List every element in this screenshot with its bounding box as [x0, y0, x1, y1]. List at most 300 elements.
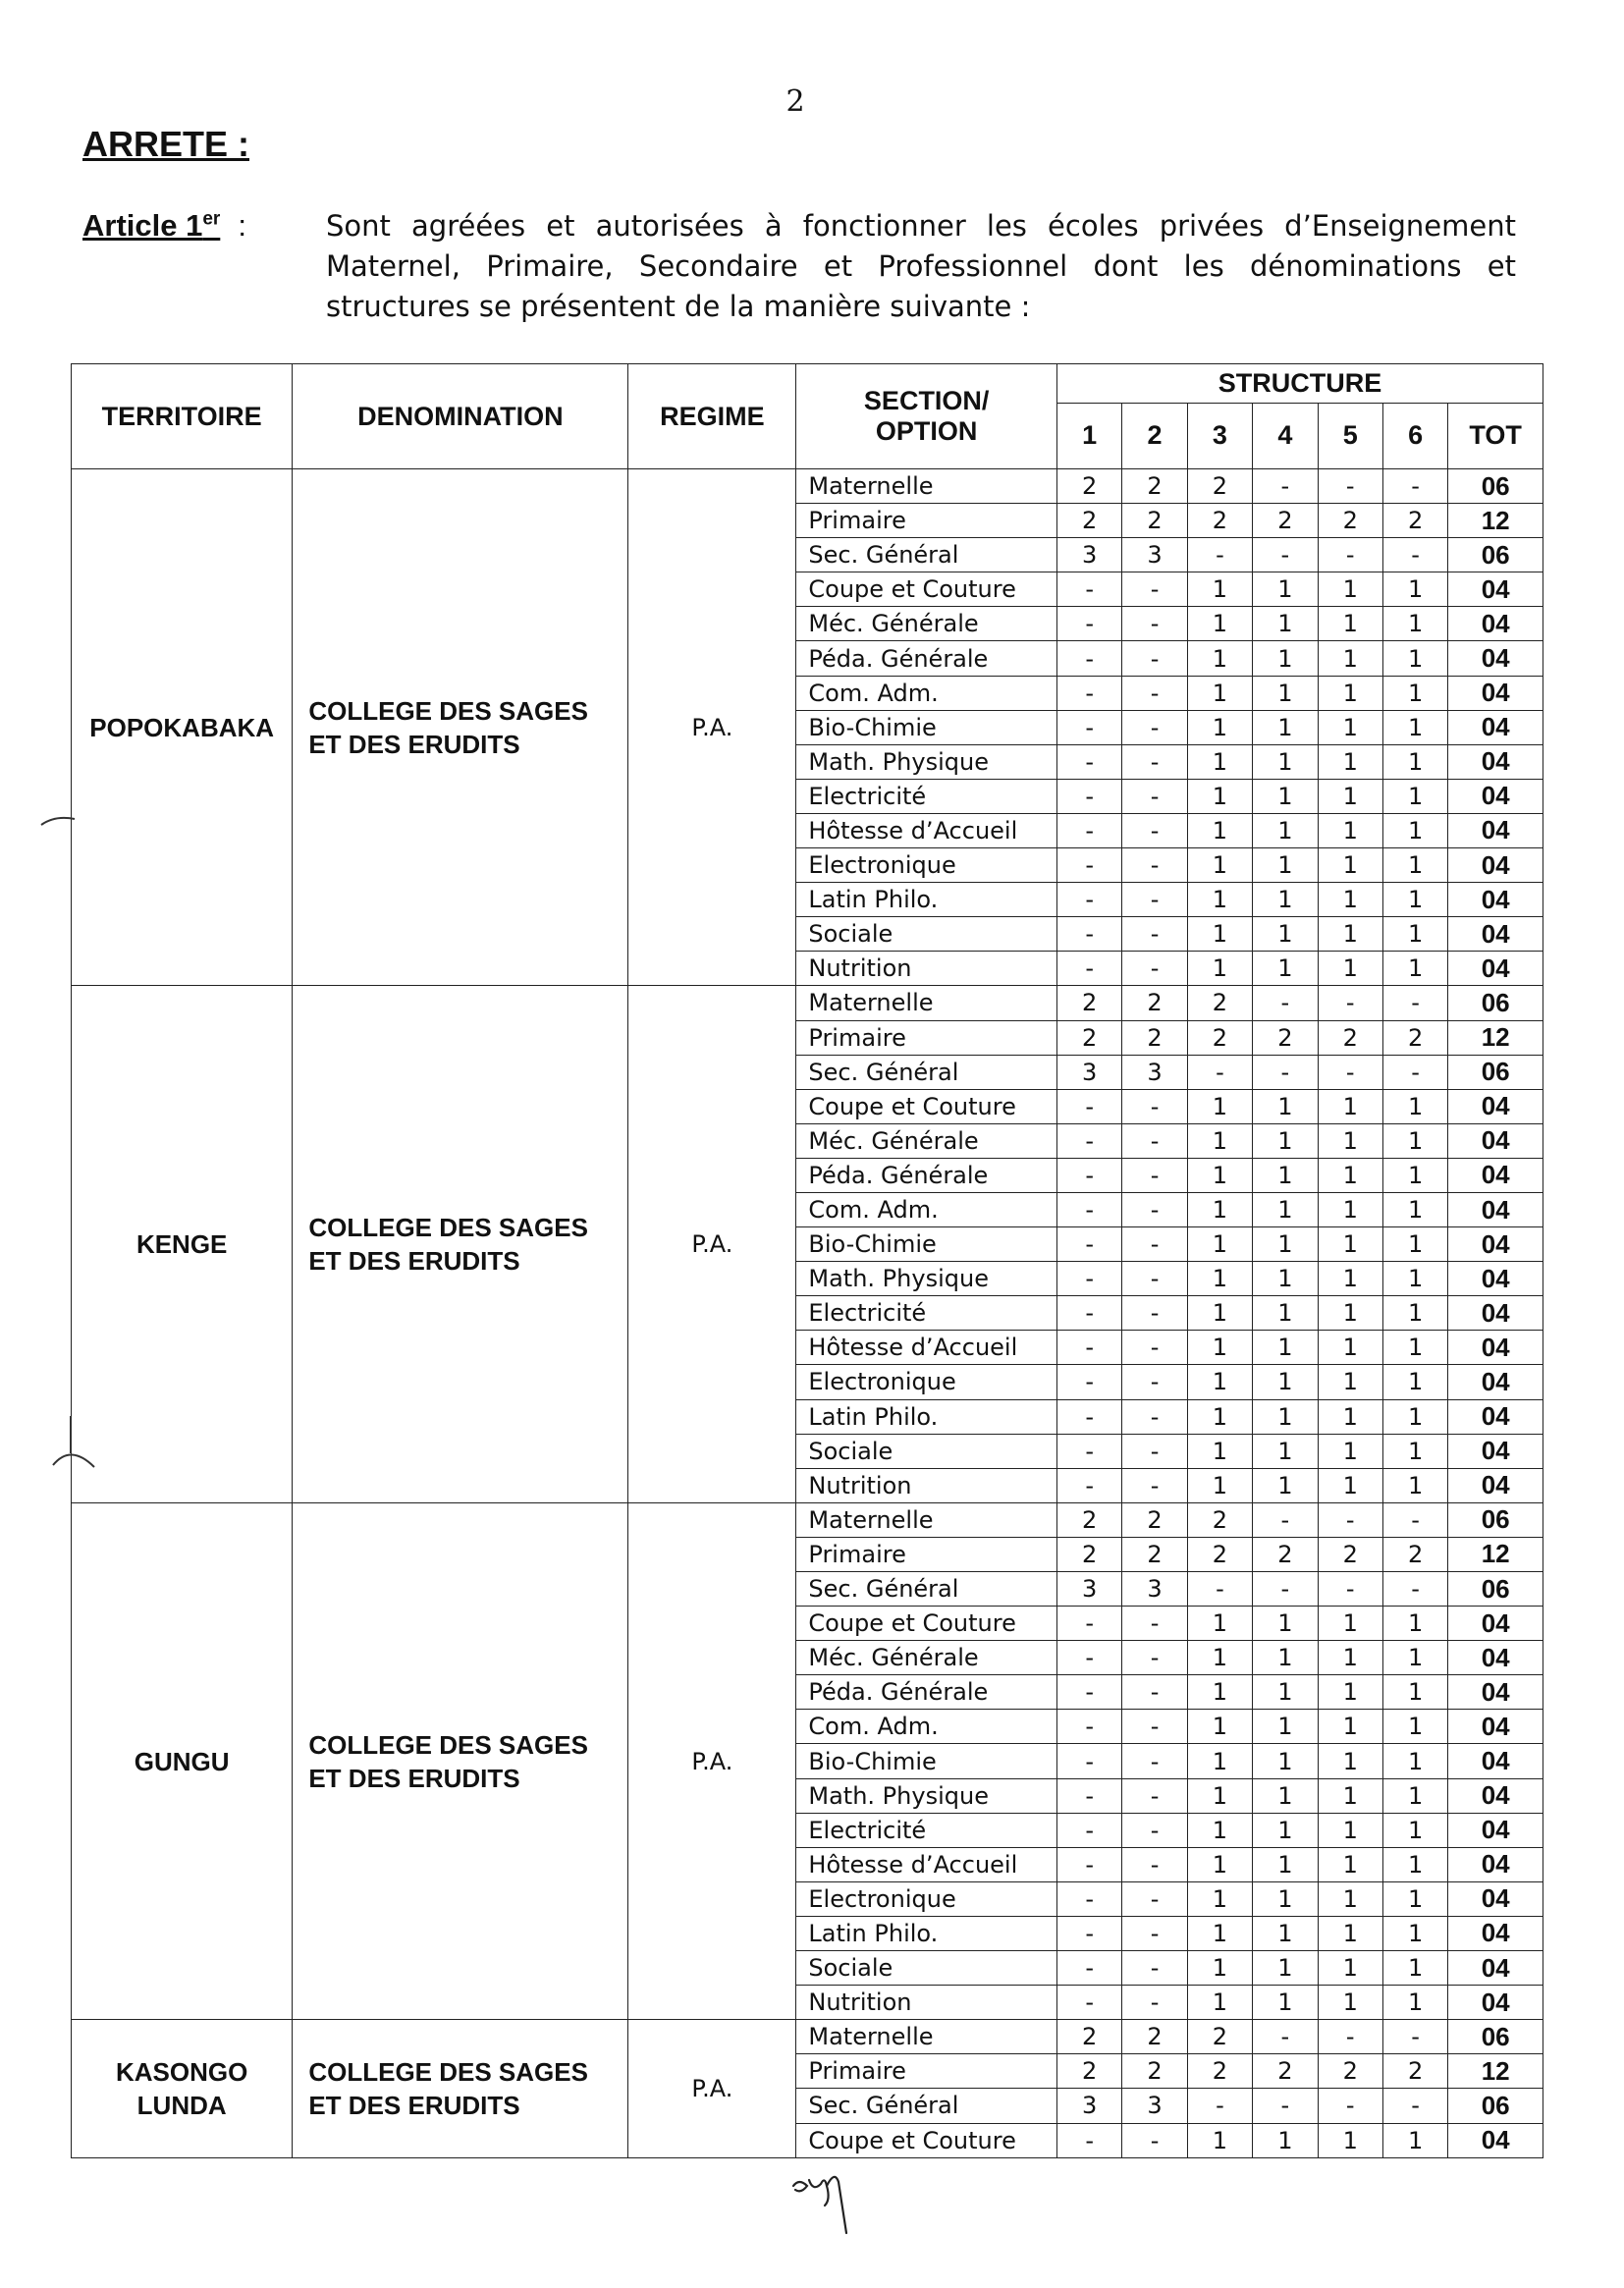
structure-value-cell: -	[1382, 2089, 1447, 2123]
structure-value-cell: 1	[1318, 1331, 1382, 1365]
structure-value-cell: 2	[1056, 986, 1121, 1020]
structure-value-cell: 2	[1122, 469, 1187, 504]
structure-value-cell: 1	[1318, 676, 1382, 710]
structure-value-cell: 1	[1253, 1986, 1318, 2020]
option-cell: Maternelle	[796, 1502, 1057, 1537]
structure-value-cell: 1	[1382, 2123, 1447, 2157]
structure-value-cell: 1	[1187, 1262, 1252, 1296]
total-cell: 06	[1448, 2020, 1543, 2054]
structure-value-cell: 1	[1318, 1192, 1382, 1226]
structure-value-cell: -	[1318, 986, 1382, 1020]
total-cell: 04	[1448, 1331, 1543, 1365]
option-cell: Sec. Général	[796, 2089, 1057, 2123]
structure-value-cell: -	[1122, 1089, 1187, 1123]
structure-value-cell: -	[1122, 1399, 1187, 1434]
structure-value-cell: -	[1056, 1813, 1121, 1847]
structure-value-cell: 1	[1318, 1881, 1382, 1916]
total-cell: 04	[1448, 1778, 1543, 1813]
structure-value-cell: -	[1122, 1881, 1187, 1916]
structure-value-cell: -	[1056, 883, 1121, 917]
structure-value-cell: 1	[1187, 1158, 1252, 1192]
structure-value-cell: 2	[1122, 2020, 1187, 2054]
structure-value-cell: 1	[1253, 1951, 1318, 1986]
total-cell: 12	[1448, 1537, 1543, 1571]
structure-value-cell: 1	[1382, 1158, 1447, 1192]
structure-value-cell: -	[1318, 538, 1382, 572]
total-cell: 04	[1448, 2123, 1543, 2157]
structure-value-cell: 1	[1187, 1331, 1252, 1365]
option-cell: Méc. Générale	[796, 607, 1057, 641]
structure-value-cell: 1	[1318, 1847, 1382, 1881]
structure-value-cell: 2	[1253, 1020, 1318, 1055]
total-cell: 04	[1448, 572, 1543, 607]
option-cell: Hôtesse d’Accueil	[796, 1847, 1057, 1881]
total-cell: 12	[1448, 2054, 1543, 2089]
option-cell: Sociale	[796, 917, 1057, 952]
page-number: 2	[785, 84, 805, 119]
header-section-line2: OPTION	[875, 416, 978, 446]
structure-value-cell: 1	[1382, 641, 1447, 676]
structure-value-cell: -	[1056, 744, 1121, 779]
structure-value-cell: 1	[1382, 952, 1447, 986]
structure-value-cell: -	[1122, 779, 1187, 813]
total-cell: 04	[1448, 676, 1543, 710]
structure-value-cell: 1	[1187, 1881, 1252, 1916]
structure-value-cell: 1	[1382, 1468, 1447, 1502]
structure-value-cell: 3	[1122, 538, 1187, 572]
structure-value-cell: 1	[1382, 1847, 1447, 1881]
total-cell: 06	[1448, 986, 1543, 1020]
structure-value-cell: 1	[1382, 1881, 1447, 1916]
structure-value-cell: 1	[1187, 710, 1252, 744]
structure-value-cell: 1	[1318, 2123, 1382, 2157]
structure-value-cell: 2	[1382, 504, 1447, 538]
structure-value-cell: -	[1056, 1710, 1121, 1744]
structure-value-cell: 3	[1122, 1572, 1187, 1607]
structure-value-cell: -	[1056, 1744, 1121, 1778]
structure-value-cell: 2	[1122, 504, 1187, 538]
structure-value-cell: -	[1122, 1951, 1187, 1986]
option-cell: Sec. Général	[796, 1572, 1057, 1607]
structure-value-cell: -	[1056, 1675, 1121, 1710]
total-cell: 04	[1448, 1262, 1543, 1296]
total-cell: 04	[1448, 917, 1543, 952]
structure-value-cell: 2	[1318, 1537, 1382, 1571]
structure-value-cell: 1	[1318, 1710, 1382, 1744]
structure-value-cell: 3	[1122, 2089, 1187, 2123]
structure-value-cell: 2	[1382, 1537, 1447, 1571]
total-cell: 04	[1448, 1158, 1543, 1192]
structure-value-cell: -	[1056, 1399, 1121, 1434]
structure-value-cell: -	[1318, 2089, 1382, 2123]
total-cell: 04	[1448, 1607, 1543, 1641]
structure-value-cell: -	[1122, 1607, 1187, 1641]
structure-value-cell: 1	[1187, 1296, 1252, 1331]
option-cell: Nutrition	[796, 1468, 1057, 1502]
structure-value-cell: 1	[1318, 1675, 1382, 1710]
structure-value-cell: 1	[1318, 1365, 1382, 1399]
total-cell: 04	[1448, 1881, 1543, 1916]
structure-value-cell: 1	[1187, 883, 1252, 917]
total-cell: 06	[1448, 1502, 1543, 1537]
structure-value-cell: 1	[1253, 641, 1318, 676]
option-cell: Péda. Générale	[796, 1158, 1057, 1192]
structure-value-cell: 1	[1382, 1813, 1447, 1847]
structure-value-cell: 1	[1187, 744, 1252, 779]
structure-value-cell: 1	[1382, 848, 1447, 883]
total-cell: 04	[1448, 1399, 1543, 1434]
header-col-2: 2	[1122, 403, 1187, 468]
structure-value-cell: 1	[1187, 848, 1252, 883]
structure-value-cell: -	[1056, 1434, 1121, 1468]
structure-value-cell: 2	[1318, 2054, 1382, 2089]
structure-value-cell: 1	[1318, 917, 1382, 952]
structure-value-cell: 1	[1187, 1434, 1252, 1468]
table-row	[72, 469, 1543, 504]
structure-value-cell: 1	[1318, 1641, 1382, 1675]
structure-value-cell: 1	[1382, 1192, 1447, 1226]
structure-value-cell: -	[1056, 1123, 1121, 1158]
structure-value-cell: 1	[1253, 1158, 1318, 1192]
structure-value-cell: 1	[1253, 1778, 1318, 1813]
structure-value-cell: 1	[1187, 813, 1252, 847]
total-cell: 12	[1448, 504, 1543, 538]
structure-value-cell: 3	[1056, 538, 1121, 572]
structure-value-cell: 1	[1382, 883, 1447, 917]
total-cell: 04	[1448, 779, 1543, 813]
structure-value-cell: 1	[1382, 1916, 1447, 1950]
structure-value-cell: 2	[1187, 469, 1252, 504]
total-cell: 04	[1448, 744, 1543, 779]
structure-value-cell: 1	[1253, 883, 1318, 917]
header-denomination: DENOMINATION	[293, 364, 628, 469]
total-cell: 04	[1448, 1468, 1543, 1502]
regime-cell: P.A.	[628, 1502, 796, 2019]
structure-value-cell: 1	[1187, 1813, 1252, 1847]
structure-value-cell: 2	[1382, 2054, 1447, 2089]
structure-value-cell: 1	[1253, 1192, 1318, 1226]
option-cell: Com. Adm.	[796, 676, 1057, 710]
structure-value-cell: -	[1056, 1951, 1121, 1986]
margin-mark-bottom	[49, 1414, 98, 1473]
structure-value-cell: -	[1187, 538, 1252, 572]
structure-value-cell: 1	[1187, 1365, 1252, 1399]
structure-value-cell: 1	[1382, 1675, 1447, 1710]
structure-value-cell: -	[1122, 641, 1187, 676]
structure-value-cell: 1	[1318, 1468, 1382, 1502]
heading-arrete: ARRETE :	[82, 124, 249, 164]
structure-value-cell: 1	[1187, 1916, 1252, 1950]
structure-value-cell: -	[1187, 1572, 1252, 1607]
total-cell: 04	[1448, 1641, 1543, 1675]
structure-value-cell: -	[1382, 469, 1447, 504]
structure-value-cell: 1	[1318, 1813, 1382, 1847]
structure-value-cell: -	[1122, 1365, 1187, 1399]
structure-value-cell: 2	[1056, 469, 1121, 504]
denomination-cell: COLLEGE DES SAGES ET DES ERUDITS	[293, 1502, 628, 2019]
structure-value-cell: 1	[1253, 1331, 1318, 1365]
structure-value-cell: 1	[1253, 1710, 1318, 1744]
structure-value-cell: 1	[1382, 710, 1447, 744]
structure-value-cell: -	[1056, 1296, 1121, 1331]
option-cell: Electronique	[796, 1365, 1057, 1399]
structure-value-cell: 2	[1187, 986, 1252, 1020]
territoire-cell: POPOKABAKA	[72, 469, 293, 986]
structure-value-cell: -	[1382, 538, 1447, 572]
header-territoire: TERRITOIRE	[72, 364, 293, 469]
structure-value-cell: 1	[1382, 607, 1447, 641]
article-text: Sont agréées et autorisées à fonctionner les écoles privées d’Enseignement Maternel, Primaire, Secondaire et Professionnel dont les dénominations et structures se présentent de la manière suivante :	[326, 209, 1516, 323]
structure-value-cell: -	[1122, 1778, 1187, 1813]
structure-value-cell: -	[1056, 607, 1121, 641]
total-cell: 04	[1448, 1296, 1543, 1331]
structure-value-cell: 1	[1253, 813, 1318, 847]
structure-value-cell: -	[1382, 986, 1447, 1020]
structure-value-cell: -	[1122, 2123, 1187, 2157]
header-regime: REGIME	[628, 364, 796, 469]
structure-value-cell: 1	[1382, 1262, 1447, 1296]
structure-value-cell: -	[1253, 2089, 1318, 2123]
structure-value-cell: 1	[1382, 1778, 1447, 1813]
structure-value-cell: 1	[1187, 779, 1252, 813]
structure-value-cell: -	[1056, 952, 1121, 986]
option-cell: Electricité	[796, 779, 1057, 813]
structure-value-cell: 1	[1187, 2123, 1252, 2157]
structure-value-cell: -	[1122, 1227, 1187, 1262]
structure-value-cell: 1	[1253, 1434, 1318, 1468]
structure-value-cell: 1	[1318, 1434, 1382, 1468]
territoire-cell: GUNGU	[72, 1502, 293, 2019]
option-cell: Nutrition	[796, 1986, 1057, 2020]
structure-value-cell: -	[1056, 917, 1121, 952]
structure-value-cell: 1	[1253, 1847, 1318, 1881]
structure-value-cell: 1	[1318, 1744, 1382, 1778]
structure-value-cell: 2	[1056, 1537, 1121, 1571]
option-cell: Latin Philo.	[796, 1399, 1057, 1434]
structure-value-cell: 1	[1318, 1227, 1382, 1262]
structure-value-cell: -	[1253, 986, 1318, 1020]
structure-value-cell: 1	[1187, 1951, 1252, 1986]
structure-value-cell: 2	[1122, 1020, 1187, 1055]
structure-value-cell: 1	[1382, 676, 1447, 710]
option-cell: Bio-Chimie	[796, 1744, 1057, 1778]
structure-value-cell: 1	[1318, 1778, 1382, 1813]
structure-value-cell: 1	[1253, 1641, 1318, 1675]
structure-value-cell: -	[1187, 1055, 1252, 1089]
option-cell: Math. Physique	[796, 1262, 1057, 1296]
option-cell: Coupe et Couture	[796, 2123, 1057, 2157]
total-cell: 04	[1448, 848, 1543, 883]
structure-value-cell: 1	[1253, 607, 1318, 641]
structure-value-cell: 1	[1382, 1365, 1447, 1399]
structure-value-cell: 1	[1253, 1296, 1318, 1331]
total-cell: 04	[1448, 1675, 1543, 1710]
structure-value-cell: 1	[1318, 1123, 1382, 1158]
structure-value-cell: -	[1122, 1468, 1187, 1502]
structure-value-cell: 1	[1382, 813, 1447, 847]
structure-value-cell: 3	[1056, 1572, 1121, 1607]
structure-value-cell: 1	[1253, 1916, 1318, 1950]
structure-value-cell: 1	[1253, 917, 1318, 952]
structure-value-cell: -	[1253, 538, 1318, 572]
structure-value-cell: -	[1056, 1641, 1121, 1675]
option-cell: Latin Philo.	[796, 1916, 1057, 1950]
structure-value-cell: -	[1056, 2123, 1121, 2157]
structure-value-cell: 1	[1382, 1744, 1447, 1778]
option-cell: Méc. Générale	[796, 1641, 1057, 1675]
structure-value-cell: 1	[1187, 676, 1252, 710]
structure-value-cell: 1	[1253, 952, 1318, 986]
structure-value-cell: -	[1318, 469, 1382, 504]
structure-value-cell: 1	[1318, 1158, 1382, 1192]
total-cell: 12	[1448, 1020, 1543, 1055]
structure-value-cell: -	[1122, 710, 1187, 744]
option-cell: Sec. Général	[796, 538, 1057, 572]
structure-value-cell: 2	[1056, 1020, 1121, 1055]
total-cell: 06	[1448, 1572, 1543, 1607]
structure-value-cell: -	[1056, 1331, 1121, 1365]
structure-value-cell: 1	[1253, 848, 1318, 883]
structure-value-cell: 1	[1253, 1399, 1318, 1434]
option-cell: Maternelle	[796, 469, 1057, 504]
structure-value-cell: 1	[1382, 917, 1447, 952]
denomination-cell: COLLEGE DES SAGES ET DES ERUDITS	[293, 986, 628, 1502]
structure-value-cell: -	[1056, 641, 1121, 676]
structure-value-cell: 1	[1187, 1089, 1252, 1123]
structure-value-cell: -	[1253, 2020, 1318, 2054]
structure-value-cell: -	[1122, 744, 1187, 779]
option-cell: Péda. Générale	[796, 641, 1057, 676]
option-cell: Maternelle	[796, 986, 1057, 1020]
total-cell: 04	[1448, 1365, 1543, 1399]
structure-value-cell: -	[1056, 1192, 1121, 1226]
total-cell: 04	[1448, 1916, 1543, 1950]
option-cell: Latin Philo.	[796, 883, 1057, 917]
structure-value-cell: 1	[1253, 1468, 1318, 1502]
option-cell: Electronique	[796, 1881, 1057, 1916]
regime-cell: P.A.	[628, 2020, 796, 2157]
structure-value-cell: -	[1056, 1916, 1121, 1950]
structure-value-cell: 2	[1187, 504, 1252, 538]
table-row	[72, 2020, 1543, 2054]
structure-value-cell: 1	[1187, 1847, 1252, 1881]
article-label-text: Article 1	[82, 208, 203, 243]
structure-value-cell: -	[1318, 1572, 1382, 1607]
structure-value-cell: 1	[1318, 1607, 1382, 1641]
structure-value-cell: 1	[1318, 607, 1382, 641]
structure-value-cell: 2	[1122, 1537, 1187, 1571]
structure-value-cell: 1	[1318, 710, 1382, 744]
structure-value-cell: -	[1122, 1675, 1187, 1710]
structure-value-cell: -	[1253, 469, 1318, 504]
structure-value-cell: -	[1056, 848, 1121, 883]
structure-value-cell: -	[1122, 883, 1187, 917]
structure-value-cell: 2	[1187, 1537, 1252, 1571]
option-cell: Maternelle	[796, 2020, 1057, 2054]
structure-value-cell: -	[1253, 1502, 1318, 1537]
header-structure: STRUCTURE	[1056, 364, 1543, 404]
total-cell: 04	[1448, 1744, 1543, 1778]
structure-value-cell: 2	[1253, 504, 1318, 538]
article-label-sup: er	[202, 208, 221, 230]
structure-value-cell: 1	[1382, 1123, 1447, 1158]
structure-value-cell: -	[1122, 952, 1187, 986]
option-cell: Méc. Générale	[796, 1123, 1057, 1158]
total-cell: 04	[1448, 1192, 1543, 1226]
signature-mark	[782, 2156, 880, 2235]
header-col-5: 5	[1318, 403, 1382, 468]
total-cell: 04	[1448, 1710, 1543, 1744]
option-cell: Primaire	[796, 1020, 1057, 1055]
header-col-1: 1	[1056, 403, 1121, 468]
structure-value-cell: -	[1056, 1365, 1121, 1399]
structure-value-cell: -	[1056, 1468, 1121, 1502]
option-cell: Primaire	[796, 504, 1057, 538]
structure-value-cell: 2	[1253, 2054, 1318, 2089]
structure-value-cell: 1	[1253, 2123, 1318, 2157]
table-row	[72, 1502, 1543, 1537]
option-cell: Primaire	[796, 1537, 1057, 1571]
option-cell: Electricité	[796, 1296, 1057, 1331]
structure-value-cell: 1	[1187, 1192, 1252, 1226]
structure-value-cell: -	[1056, 1089, 1121, 1123]
structure-value-cell: -	[1056, 710, 1121, 744]
structure-value-cell: 1	[1253, 1262, 1318, 1296]
option-cell: Coupe et Couture	[796, 1607, 1057, 1641]
header-col-3: 3	[1187, 403, 1252, 468]
total-cell: 06	[1448, 469, 1543, 504]
structure-value-cell: 1	[1187, 1710, 1252, 1744]
margin-mark-top	[39, 805, 79, 835]
structure-value-cell: -	[1122, 676, 1187, 710]
structure-value-cell: 2	[1253, 1537, 1318, 1571]
total-cell: 04	[1448, 607, 1543, 641]
structure-value-cell: -	[1056, 1881, 1121, 1916]
option-cell: Com. Adm.	[796, 1710, 1057, 1744]
option-cell: Bio-Chimie	[796, 1227, 1057, 1262]
structure-value-cell: -	[1122, 1434, 1187, 1468]
total-cell: 04	[1448, 1089, 1543, 1123]
structure-value-cell: -	[1056, 813, 1121, 847]
structure-value-cell: 2	[1056, 2054, 1121, 2089]
structure-value-cell: -	[1318, 1502, 1382, 1537]
total-cell: 04	[1448, 1986, 1543, 2020]
structure-value-cell: 1	[1187, 1123, 1252, 1158]
total-cell: 04	[1448, 1847, 1543, 1881]
total-cell: 04	[1448, 641, 1543, 676]
structure-value-cell: -	[1122, 1641, 1187, 1675]
structure-value-cell: 3	[1056, 2089, 1121, 2123]
option-cell: Primaire	[796, 2054, 1057, 2089]
structure-value-cell: 3	[1056, 1055, 1121, 1089]
structure-value-cell: 1	[1382, 1227, 1447, 1262]
option-cell: Coupe et Couture	[796, 572, 1057, 607]
structure-value-cell: 1	[1318, 1296, 1382, 1331]
structure-value-cell: -	[1056, 1227, 1121, 1262]
structure-value-cell: -	[1122, 1813, 1187, 1847]
structure-value-cell: 1	[1187, 1744, 1252, 1778]
structure-value-cell: 1	[1318, 952, 1382, 986]
table-row	[72, 986, 1543, 1020]
structure-value-cell: -	[1056, 1158, 1121, 1192]
option-cell: Coupe et Couture	[796, 1089, 1057, 1123]
option-cell: Com. Adm.	[796, 1192, 1057, 1226]
total-cell: 04	[1448, 1227, 1543, 1262]
total-cell: 06	[1448, 1055, 1543, 1089]
option-cell: Sociale	[796, 1434, 1057, 1468]
structure-value-cell: -	[1122, 1158, 1187, 1192]
structure-value-cell: 2	[1382, 1020, 1447, 1055]
